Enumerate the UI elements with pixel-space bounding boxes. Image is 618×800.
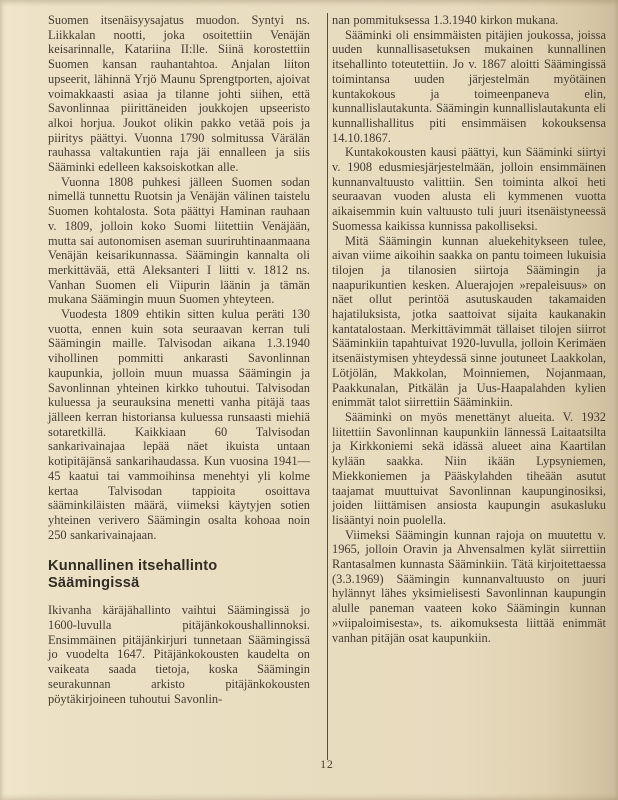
paragraph: Sääminki oli ensimmäisten pitäjien joukossa, joissa uuden kunnallisasetuksen mukainen kunnallinen itsehallinto toteutettiin. Jo v. 1867 aloitti Säämingissä toimintansa uuden järjestelmän myötäinen kuntakokous ja toimeenpaneva elin, kunnallislautakunta. Säämingin kunnallislautakunta eli kunnallishallitus piti ensimmäisen kokouksensa 14.10.1867. <box>332 27 606 145</box>
column-divider <box>327 13 328 760</box>
paragraph: Kuntakokousten kausi päättyi, kun Sääminki siirtyi v. 1908 edusmiesjärjestelmään, jolloin ensimmäinen kunnanvaltuusto valittiin. Sen toiminta alkoi heti seuraavan vuoden alusta eli kymmenen vuotta aikaisemmin kuin valtuusto tuli juuri itsenäistyneessä Suomessa kaikissa kunnissa pakolliseksi. <box>332 145 606 233</box>
page-number: 12 <box>320 759 334 771</box>
paragraph: Mitä Säämingin kunnan aluekehitykseen tulee, aivan viime aikoihin saakka on pantu toimeen lukuisia tilojen ja tilanosien siirtoja Säämingin ja naapurikuntien kesken. Aluerajojen »repaleisuus» on näet ollut perintöä asutuskauden takamaiden hajatiluksista, jotka saattoivat sijaita kaukanakin kantatalostaan. Merkittävimmät tällaiset tilojen siirrot Sääminkiin tapahtuivat 1920-luvulla, jolloin Kerimäen itsenäistymisen yhteydessä sinne joutuneet Laakkolan, Lötjölän, Makkolan, Moinniemen, Nojanmaan, Paakkunalan, Pitkälän ja Uus-Haapalahden kylien enimmät talot siirrettiin Sääminkiin. <box>332 233 606 410</box>
paragraph: Vuonna 1808 puhkesi jälleen Suomen sodan nimellä tunnettu Ruotsin ja Venäjän välinen taistelu Suomen kohtalosta. Sota päättyi Haminan rauhaan v. 1809, jolloin koko Suomi liitettiin Venäjään, mutta sai autonomisen aseman suuriruhtinaanmaana Venäjän keisarikunnassa. Säämingin kannalta oli merkittävää, että Aleksanteri I liitti v. 1812 ns. Vanhan Suomen eli Viipurin läänin ja tämän mukana Säämingin muun Suomen yhteyteen. <box>48 174 310 307</box>
section-heading: Kunnallinen itsehallinto Säämingissä <box>48 558 218 592</box>
paragraph: Sääminki on myös menettänyt alueita. V. 1932 liitettiin Savonlinnan kaupunkiin lännessä Laitaatsilta ja Kirkkoniemi sekä idässä alueet aina Kaartilan kylään saakka. Niin ikään Lypsyniemen, Miekkoniemen ja Pääskylahden tiheään asutut taajamat muuttuivat Savonlinnan kaupunginosiksi, joiden liittämisen ansiosta kaupungin asukasluku lisääntyi noin puolella. <box>332 409 606 527</box>
paragraph: nan pommituksessa 1.3.1940 kirkon mukana. <box>332 13 559 27</box>
paragraph: Ikivanha käräjähallinto vaihtui Säämingissä jo 1600-luvulla pitäjänkokoushallinnoksi. Ensimmäinen pitäjänkirjuri tunnetaan Säämingissä jo vuodelta 1647. Pitäjänkokousten kaudelta on vaikeata saada tietoja, koska Säämingin seurakunnan arkisto pitäjänkokousten pöytäkirjoineen tuhoutui Savonlin- <box>48 603 310 706</box>
paragraph: Vuodesta 1809 ehtikin sitten kulua peräti 130 vuotta, ennen kuin sota seuraavan kerran tuli Säämingin maille. Talvisodan aikana 1.3.1940 vihollinen pommitti ankarasti Savonlinnan kaupunkia, jolloin muun muassa Säämingin ja Savonlinnan yhteinen kirkko tuhoutui. Talvisodan kuluessa ja seurauksina menetti vanha pitäjä taas jälleen kerran historiansa kuluessa runsaasti miehiä sotaretkillä. Kaikkiaan 60 Talvisodan sankarivainajaa lepää näet ikuista untaan kotipitäjänsä sankarihaudassa. Kun vuosina 1941—45 kaatui tai vammoihinsa menehtyi yli kolme kertaa Talvisodan tappioita osoittava sääminkiläisten määrä, viimeksi käytyjen sotien yhteinen verivero Säämingin osalta kohoaa noin 250 sankarivainajaan. <box>48 307 310 542</box>
right-column <box>332 13 606 645</box>
left-column <box>48 13 310 706</box>
paragraph: Viimeksi Säämingin kunnan rajoja on muutettu v. 1965, jolloin Oravin ja Ahvensalmen kylät siirrettiin Rantasalmen kunnasta Sääminkiin. Tätä kirjoitettaessa (3.3.1969) Säämingin kunnanvaltuusto on juuri hylännyt lähes yksimielisesti Savonlinnan kaupungin alulle paneman vaateen koko Säämingin kunnan »viipaloimisesta», ts. aikomuksesta liittää enimmät vanhan pitäjän osat kaupunkiin. <box>332 527 606 645</box>
paragraph: Suomen itsenäisyysajatus muodon. Syntyi ns. Liikkalan nootti, joka osoitettiin Venäjän keisarinnalle, Katariina II:lle. Siinä korostettiin Suomen kansan rauhantahtoa. Anjalan liiton upseerit, lähinnä Yrjö Maunu Sprengtporten, ajoivat voimakkaasti asiaa ja tilanne johti siihen, että Savonlinnaa piirittäneiden joukkojen upseeristo alkoi horjua. Joukot olikin pakko vetää pois ja piiritys päättyi. Vuonna 1790 solmitussa Värälän rauhassa valtakuntien raja jäi ennalleen ja siis Sääminki edelleen kaksoiskotkan alle. <box>48 13 310 175</box>
